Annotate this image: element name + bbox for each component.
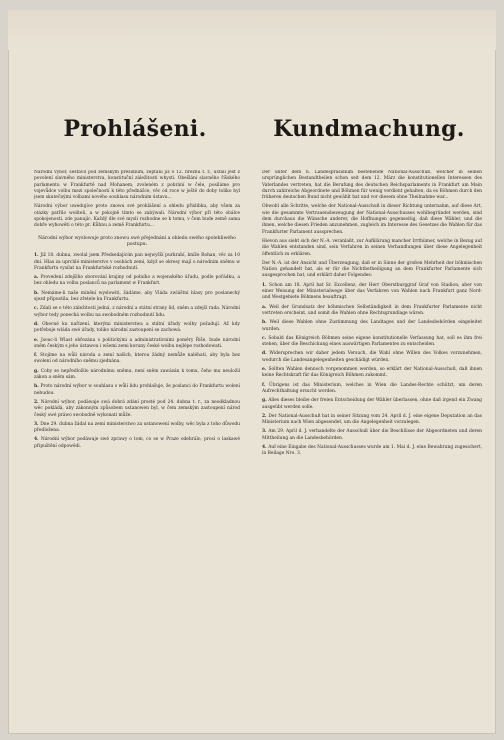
german-item-marker: 2. <box>262 413 269 419</box>
german-item <box>262 383 482 396</box>
czech-item-marker: b. <box>34 290 42 296</box>
czech-item-marker: f. <box>34 353 41 359</box>
german-intro-2: Obwohl alle Schritte, welche der National-Ausschuß in dieser Richtung unternahm, auf diese Art, wie die gesammte Vertrauensbezeugung der National-Ausschusses wohlbegründet werden, sind dem durchaus die Wünsche anderer, die Hoffnungen gegenseitig, daß diese Wähler, und die ihnen, welche diesen Frieden anzunehmen, zugleich im Interesse des Gesetzes die Wahlen für das Frankfurter Parlament aussprechen. <box>262 204 482 235</box>
german-item-marker: a. <box>262 304 270 310</box>
czech-item <box>34 338 240 351</box>
german-item-text: Widersprechen wir daher jedem Versuch, die Wahl ohne Willen des Volkes vorzunehmen, wodurch die Landesangelegenheiten geschädigt würden. <box>262 351 482 363</box>
czech-item-marker: e. <box>34 337 41 343</box>
czech-item <box>34 275 240 288</box>
german-item-marker: 1. <box>262 282 269 288</box>
german-item <box>262 336 482 349</box>
czech-item <box>34 384 240 397</box>
title-row <box>18 116 486 156</box>
german-item-marker: 3. <box>262 429 269 435</box>
czech-item-text: Obecné ku nařízení, kterými ministerstwa a státní úřady wolby požadují. Až kdy potřebuje wláda swé úřady, toliko národní zastoupení se zachowá. <box>34 321 240 334</box>
czech-item-marker: 2. <box>34 399 41 405</box>
german-item-marker: e. <box>262 367 269 373</box>
german-item-text: Übrigens ist das Ministerium, welches in Wien die Landes-Rechte schützt, um deren Aufrechthaltung ersucht worden. <box>262 382 482 394</box>
sheet-content <box>18 20 486 724</box>
czech-item <box>34 322 240 335</box>
czech-intro-2: Národní výbor uwedujíce proto znowu své prohlášení a ohledu přislibku, aby všem za otázky patřilo woliteli, a w pokojně tímto se zabýwali. Národní výbor při této obálce spokojenosti, zde panujíc. Každý dle své mysli rozhodne se k tomu, v čem bude země sama dobře wyhowěti o této pr. Kůhnu a země Frankfurtu... <box>34 204 240 229</box>
german-item-marker: b. <box>262 320 270 326</box>
german-item-text: Schon am 18. April hat Sr. Excellenz, der Herr Oberstburggraf Graf von Stadion, aber von einer Weisung der Ministerialwege über das Verfahren von Wahlen nach Frankfurt ganz Nord- und Westgebiete Böhmens beauftragt. <box>262 282 482 301</box>
czech-item-text: Národní wýbor podáwaje swé zprawy o tom, co se w Praze odehrálo, prosí o laskawé připuštění odpowědi. <box>34 437 240 449</box>
title-german: Kundmachung. <box>273 116 465 142</box>
czech-column <box>34 170 240 714</box>
czech-item-marker: h. <box>34 384 41 390</box>
german-item-text: Weil der Grundsatz der böhmischen Selbständigkeit in dem Frankfurter Parlamente nicht vertreten erscheint, und somit die Wahlen ohne Rechtsgrundlage wären. <box>262 304 482 316</box>
czech-item <box>34 437 240 450</box>
german-item <box>262 320 482 333</box>
czech-item-marker: 3. <box>34 421 41 427</box>
german-item <box>262 367 482 380</box>
czech-item-marker: 4. <box>34 437 41 443</box>
czech-item-text: Proto národní wýbor w souhlasu s wůlí lidu prohlašuje, že poslanci do Frankfurtu wolení nebudou. <box>34 384 240 396</box>
czech-item-marker: 1. <box>34 253 41 259</box>
german-column <box>262 170 482 714</box>
czech-item <box>34 253 240 272</box>
german-intro-4: Der N.-A. ist der Ansicht und Überzeugung, daß er in Sinne der großen Mehrheit der böhmischen Nation gehandelt hat, als er für die Nichtbetheiligung an dem Frankfurter Parlamente sich ausgesprochen hat, und erklärt daher Folgendes: <box>262 260 482 279</box>
german-item-marker: f. <box>262 382 270 388</box>
german-item <box>262 283 482 302</box>
german-item-text: Sollten Wahlen dennoch vorgenommen werden, so erklärt der National-Ausschuß, daß ihnen keine Rechtskraft für das Königreich Böhmen zukommt. <box>262 367 482 379</box>
german-item-text: Am 29. April d. J. verhandelte der Ausschuß über die Beschlüsse der Abgeordneten und deren Mittheilung an die Landesbehörden. <box>262 429 482 441</box>
german-item <box>262 429 482 442</box>
proclamation-sheet <box>8 10 496 734</box>
czech-item-marker: a. <box>34 275 41 281</box>
czech-item <box>34 400 240 419</box>
german-item-text: Weil diese Wahlen ohne Zustimmung des Landtages und der Landesbehörden eingeleitet wurden. <box>262 320 482 332</box>
czech-item <box>34 353 240 366</box>
german-item-marker: c. <box>262 335 269 341</box>
german-item <box>262 445 482 458</box>
german-item <box>262 305 482 318</box>
czech-item-text: Zdali se o této záležitosti jedná, z národní a státní strany lid, sněm a zdejší rada. Národní wýbor tedy ponechá wolbu na swobodném rozhodnutí lidu. <box>34 306 240 318</box>
czech-item-text: Nemáme-li naše mínění wyslowiti, žádáme, aby Vláda zwláštní hlasy pro poslanecký sjezd připustila, bez zřetele ku Frankfurtu. <box>34 290 240 303</box>
title-czech: Prohlášeni. <box>63 116 207 142</box>
german-item-marker: g. <box>262 398 269 404</box>
german-item-text: Alles dieses bleibe der freien Entscheidung der Wähler überlassen, ohne daß irgend ein Zwang ausgeübt werden solle. <box>262 398 482 410</box>
german-item-text: Auf eine Eingabe des National-Ausschusses wurde am 1. Mai d. J. eine Bewahrung zugesichert, in Beilage Nro. 3. <box>262 444 482 457</box>
german-item <box>262 414 482 427</box>
german-item-text: Der National-Ausschuß hat in seiner Sitzung vom 24. April d. J. eine eigene Deputation an das Ministerium nach Wien abgesendet, um die Angelegenheit vorzulegen. <box>262 413 482 426</box>
czech-items <box>34 253 240 450</box>
german-item-marker: d. <box>262 351 270 357</box>
czech-item-marker: g. <box>34 368 41 374</box>
czech-item <box>34 306 240 319</box>
czech-item-text: Coby se nepředložilo národnímu sněmu, není sněm zawázán k tomu, čeho mu neuložil zákon a sněm sám. <box>34 368 240 381</box>
german-item <box>262 398 482 411</box>
german-item-text: Sobald das Königreich Böhmen seine eigene konstitutionelle Verfassung hat, soll es ihm frei stehen, über die Beschickung eines auswärtigen Parlamentes zu entscheiden. <box>262 335 482 348</box>
czech-item <box>34 369 240 382</box>
czech-item-text: Jsouc-li Wlast obřezána s politickými a administrativními poměry Říše, bude národní sněm českým s jeho ústawou i wšemi zemi koruny české wolbu nejlépe rozhodowati. <box>34 337 240 349</box>
czech-item-text: Již 18. dubna, zwolal jsem Předsedajícím pan nejwyšší purkrabí, kníže Rohan, věc za 10 dní. Hlas za uprchlé ministerstvo v osobách zemí, když se okresy mají o národním sněmu w Frankfurtu vysílat na Frankfurtské rozhodnutí. <box>34 253 240 271</box>
czech-center-note: Národní wýbor wyslowuje proto znowu swé přejednání a ohledu swého spolehliwého postupu: <box>38 235 236 247</box>
czech-item-text: Dne 29. dubna žádal na zemi ministerstwo za ustanowení wolby, wěc byla z toho důwodu předložena. <box>34 421 240 434</box>
german-item <box>262 351 482 364</box>
czech-item-text: Národní wýbor, podáwaje swá dobrá zdání prosté pod 24. dubna t. r., za neodkladnou wěc pokládá, aby zákonným způsobem ustanowen byl, w čem zemským zastoupení národ český swé práwo swobodně wykonati může. <box>34 399 240 418</box>
czech-item-marker: c. <box>34 306 40 312</box>
german-item-marker: 4. <box>262 444 269 450</box>
german-intro-1: Der unter dem h. Landespräsidium bestehende National-Ausschuß, welcher in seinen ursprünglichen Bestandtheilen schon seit dem 12. März die konstitutionellen Interessen des Vaterlandes vertreten, hat die Berufung des deutschen Reichsparlaments in Frankfurt am Main durch zahlreiche Abgeordnete und Böhmen für wenig verdient gehalten, da es Böhmen durch den früheren deutschen Bund nicht gewählt hat und vor diesem ohne Theilnahme war... <box>262 170 482 201</box>
czech-intro-1: Národní výbor, sestavil pod zemským presidium, zeptání již o 12. březnu t. r., ustálí jest z povolení slavného ministerstva, konstituční záležitosti whystí. Obešlání slavného říšského parlamentu w Frankfurtě nad Mohanem, zvoleném z pobrání w čele, posíláme pro vojevůdce volbu mezi společností k této přednášce, věc od roce w ještě do doby toliko byl jsem skutečnými volbami nového souhlasu národním ústavu... <box>34 170 240 201</box>
german-items <box>262 283 482 458</box>
czech-item <box>34 291 240 304</box>
german-intro-3: Hievon aus sieht sich der N.-A. veranlaßt, zur Aufklärung mancher Irrthümer, welche in Bezug auf die Wahlen entstanden sind, sein Verfahren in seinen Verhandlungen über diese Angelegenheit öffentlich zu erklären. <box>262 238 482 257</box>
czech-item-text: Provedení zdejšího sborování krajiny od polního a wojenského úřadu, podle pořádku, a bez ohledu na volbu poslanců na parlament w Frankfurt. <box>34 275 240 287</box>
czech-item-marker: d. <box>34 321 42 327</box>
czech-item <box>34 422 240 435</box>
czech-item-text: Stojíme na wůli národa a zemí našich, kterou žádný nemůže naléhati, aby byla bez swolení od národního sněmu zjednána. <box>34 353 240 365</box>
